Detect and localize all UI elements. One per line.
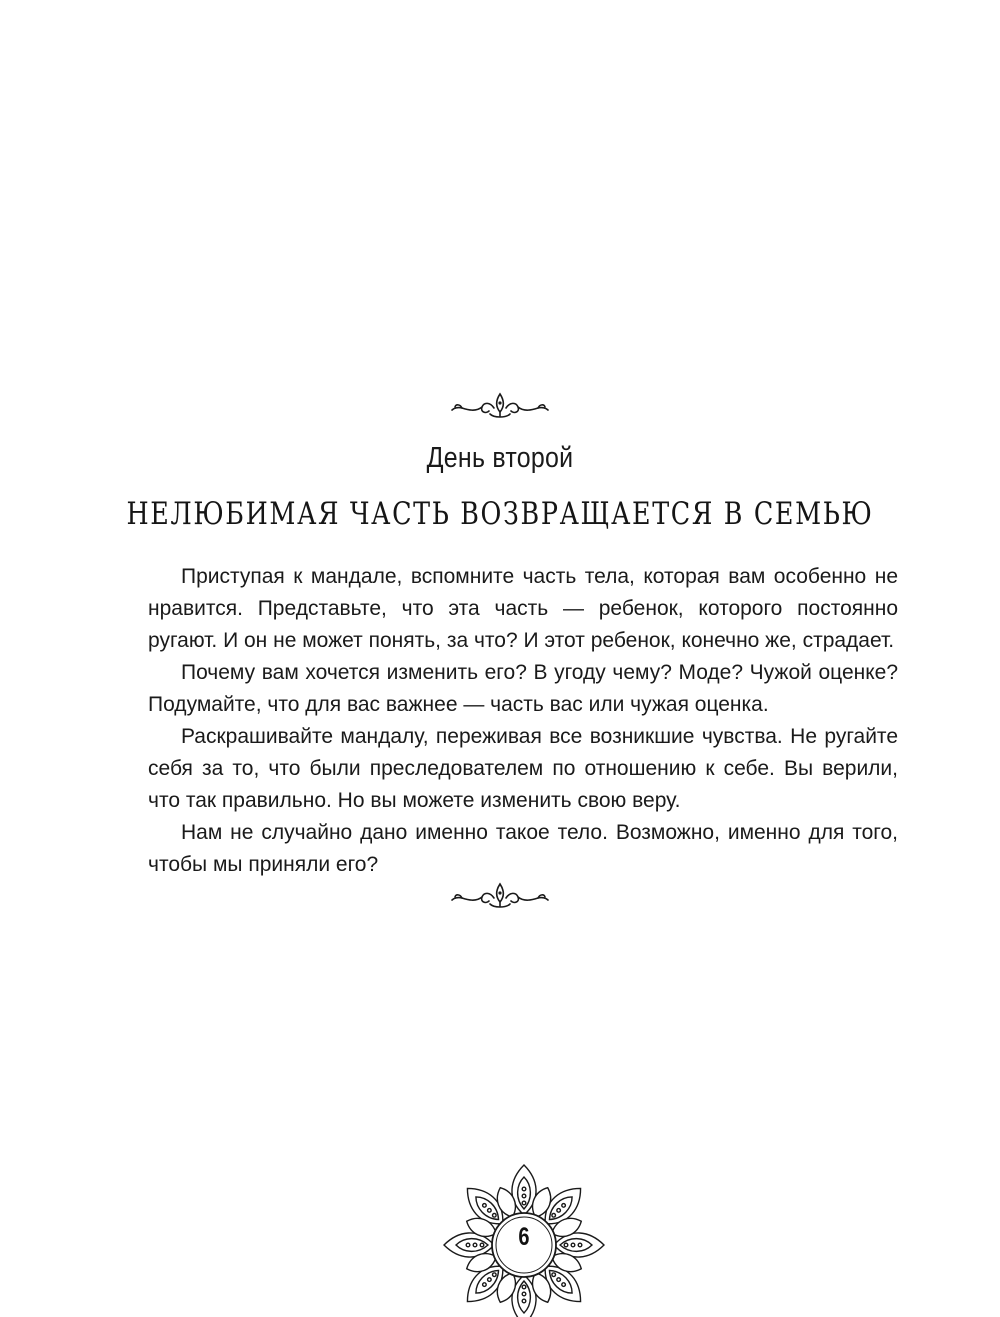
bottom-flourish-ornament-icon [450,878,550,912]
mandala-petal-dot [522,1201,526,1205]
mandala-petal-dot [522,1285,526,1289]
paragraph: Приступая к мандале, вспомните часть тела, которая вам особенно не нравится. Представьте, что эта часть — ребенок, которого постоянно ругают. И он не может понять, за что? И этот ребенок, конечно же, страдает. [148,565,898,652]
section-title: НЕЛЮБИМАЯ ЧАСТЬ ВОЗВРАЩАЕТСЯ В СЕМЬЮ [126,496,874,532]
top-flourish-ornament-icon [450,388,550,422]
paragraph: Почему вам хочется изменить его? В угоду чему? Моде? Чужой оценке? Подумайте, что для вас важнее — часть вас или чужая оценка. [148,661,898,716]
paragraph: Раскрашивайте мандалу, переживая все возникшие чувства. Не ругайте себя за то, что были преследователем по отношению к себе. Вы верили, что так правильно. Но вы можете изменить свою веру. [148,725,898,812]
mandala-petal-dot [522,1194,526,1198]
page-number-badge [442,1163,606,1317]
body-text [148,561,898,881]
mandala-petal-dot [522,1299,526,1303]
mandala-petal-dot [522,1187,526,1191]
section-subtitle: День второй [426,442,574,474]
mandala-petal-dot [522,1292,526,1296]
paragraph: Нам не случайно дано именно такое тело. Возможно, именно для того, чтобы мы приняли его? [148,821,898,876]
page-number: 6 [518,1223,530,1251]
